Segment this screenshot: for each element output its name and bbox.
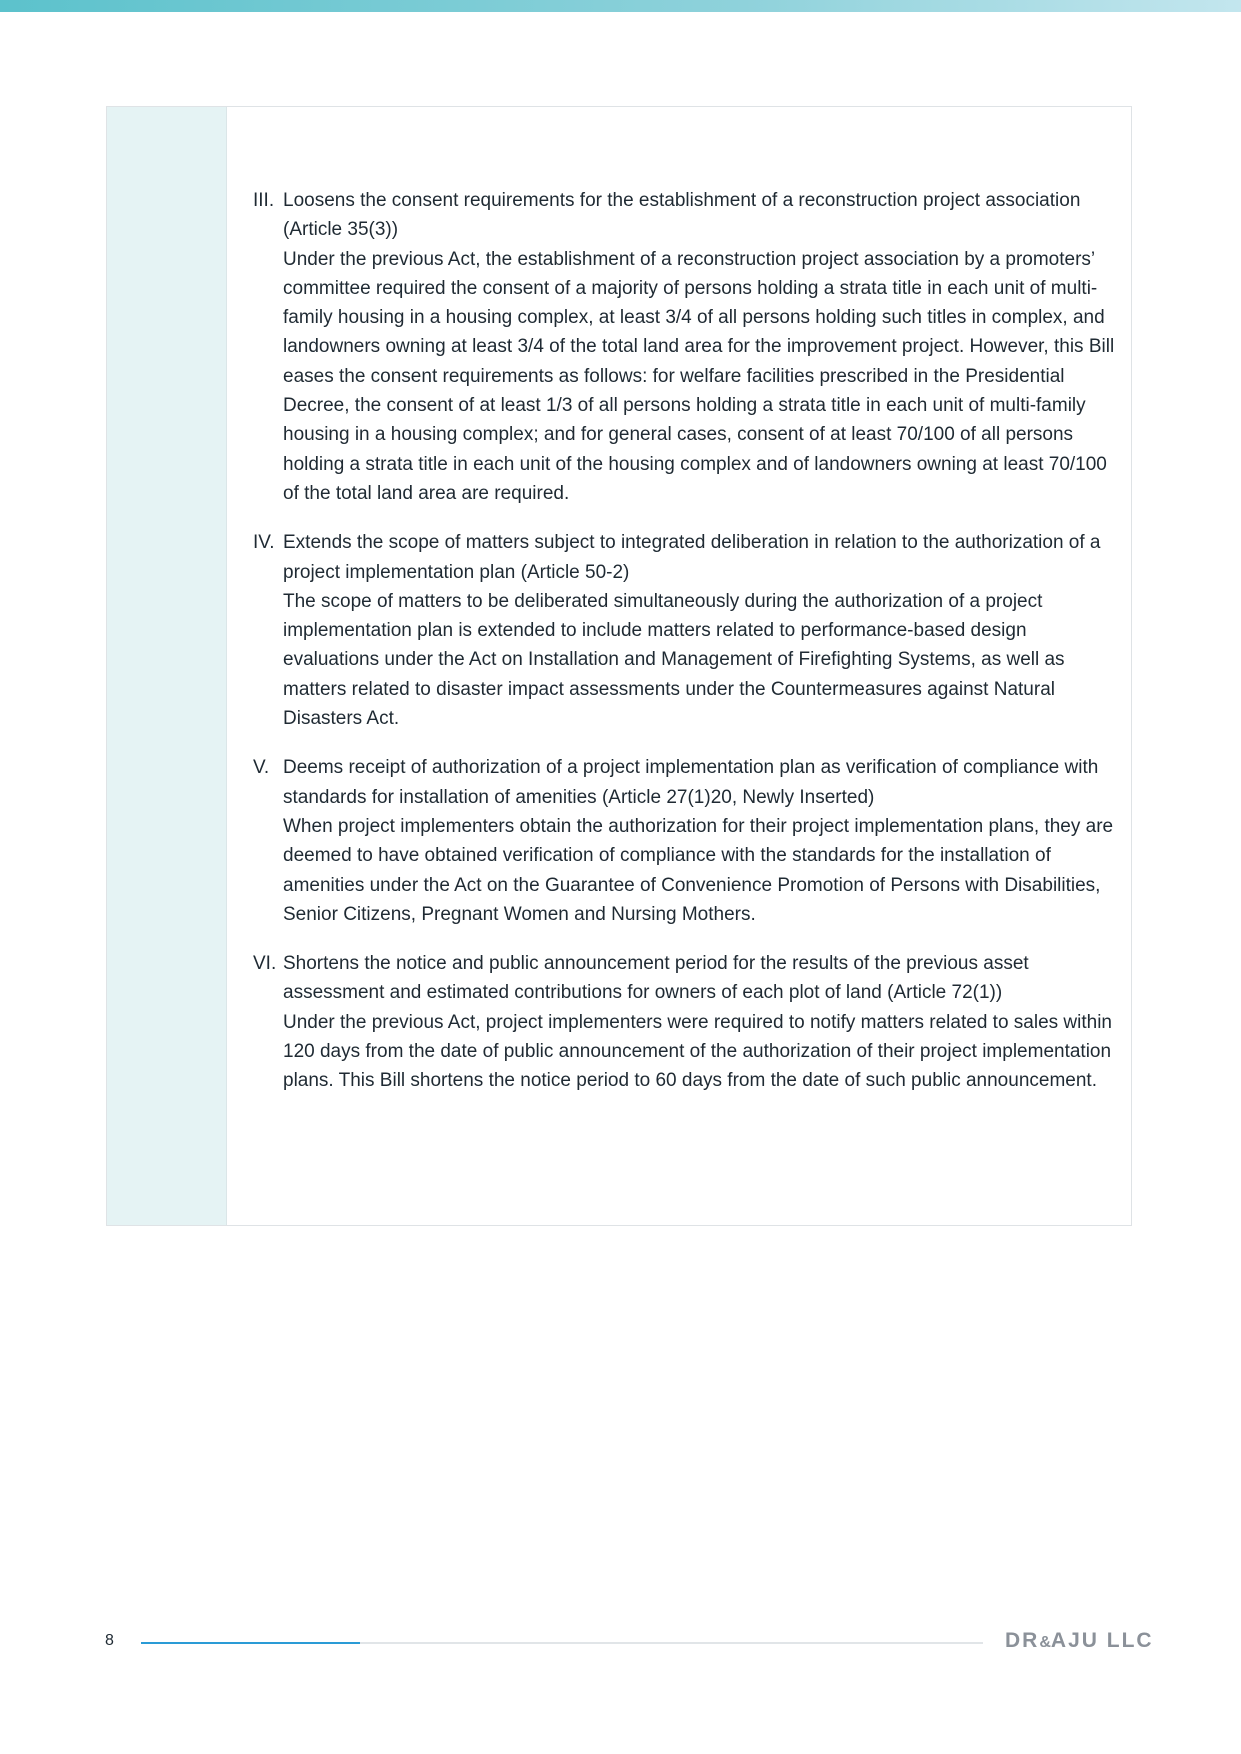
company-logo [1005, 1629, 1154, 1653]
list-item [253, 186, 1115, 508]
item-body: Under the previous Act, the establishment of a reconstruction project association by a promoters’ committee required the consent of a majority of persons holding a strata title in each unit of multi-family housing in a housing complex, at least 3/4 of all persons holding such titles in complex, and landowners owning at least 3/4 of the total land area for the improvement project. However, this Bill eases the consent requirements as follows: for welfare facilities prescribed in the Presidential Decree, the consent of at least 1/3 of all persons holding a strata title in each unit of multi-family housing in a housing complex; and for general cases, consent of at least 70/100 of all persons holding a strata title in each unit of the housing complex and of landowners owning at least 70/100 of the total land area are required. [283, 248, 1115, 504]
logo-part-1: DR [1005, 1629, 1040, 1652]
logo-ampersand: & [1039, 1634, 1051, 1651]
footer-progress-fill [141, 1642, 360, 1644]
item-body: The scope of matters to be deliberated simultaneously during the authorization of a project implementation plan is extended to include matters related to performance-based design evaluations under the Act on Installation and Management of Firefighting Systems, as well as matters related to disaster impact assessments under the Countermeasures against Natural Disasters Act. [283, 590, 1065, 730]
item-body: When project implementers obtain the authorization for their project implementation plans, they are deemed to have obtained verification of compliance with the standards for the installation of amenities under the Act on the Guarantee of Convenience Promotion of Persons with Disabilities, Senior Citizens, Pregnant Women and Nursing Mothers. [283, 815, 1114, 925]
item-number: III. [253, 190, 275, 211]
item-body: Under the previous Act, project implementers were required to notify matters related to sales within 120 days from the date of public announcement of the authorization of their project implementation plans. This Bill shortens the notice period to 60 days from the date of such public announcement. [283, 1011, 1112, 1092]
footer-progress-track [141, 1642, 983, 1644]
item-heading: Shortens the notice and public announcement period for the results of the previous asset assessment and estimated contributions for owners of each plot of land (Article 72(1)) [283, 953, 1029, 1004]
logo-part-2: AJU LLC [1050, 1629, 1154, 1652]
top-accent-bar [0, 0, 1241, 12]
item-heading: Deems receipt of authorization of a project implementation plan as verification of compliance with standards for installation of amenities (Article 27(1)20, Newly Inserted) [283, 757, 1099, 808]
side-band [107, 107, 227, 1225]
item-number: VI. [253, 953, 277, 975]
item-heading: Loosens the consent requirements for the establishment of a reconstruction project association (Article 35(3)) [283, 190, 1081, 241]
list-item [253, 753, 1115, 929]
content-box [106, 106, 1132, 1226]
item-list [253, 186, 1115, 1116]
list-item [253, 949, 1115, 1095]
item-number: IV. [253, 532, 275, 554]
page-number: 8 [105, 1632, 114, 1649]
item-number: V. [253, 757, 270, 779]
list-item [253, 528, 1115, 733]
item-heading: Extends the scope of matters subject to integrated deliberation in relation to the authorization of a project implementation plan (Article 50-2) [283, 532, 1101, 583]
